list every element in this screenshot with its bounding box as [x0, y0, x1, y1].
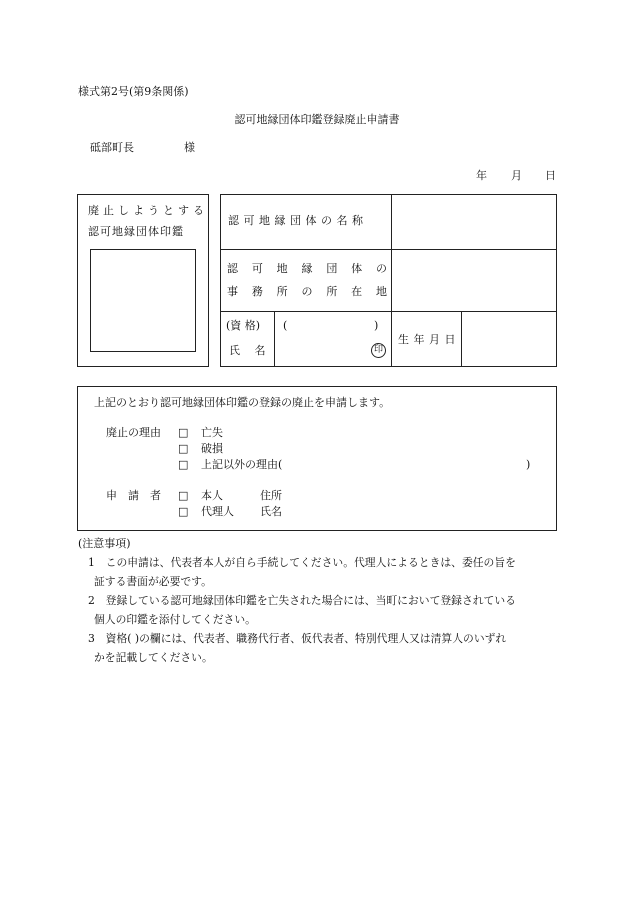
- reason-lost: 亡失: [201, 426, 223, 439]
- representative-name-field[interactable]: [282, 338, 368, 362]
- honorific: 様: [184, 141, 195, 154]
- form-number: 様式第2号(第9条関係): [78, 85, 189, 98]
- applicant-label: 申 請 者: [106, 489, 161, 502]
- applicant-agent: 代理人: [201, 505, 234, 518]
- applicant-address-field[interactable]: [290, 486, 540, 502]
- seal-box-label-2: 認可地縁団体印鑑: [88, 225, 184, 238]
- reason-checkbox-lost[interactable]: □: [178, 426, 189, 439]
- office-address-field[interactable]: [392, 251, 556, 310]
- request-statement: 上記のとおり認可地縁団体印鑑の登録の廃止を申請します。: [94, 396, 391, 409]
- addressee: 砥部町長: [90, 141, 134, 154]
- reason-other-field[interactable]: [290, 455, 520, 471]
- seal-box-label-1: 廃止しようとする: [88, 204, 208, 217]
- applicant-address-label: 住所: [260, 489, 282, 502]
- office-label-line2: 事 務 所 の 所 在 地: [227, 285, 387, 298]
- seal-mark-icon: 印: [371, 343, 386, 358]
- reason-other: 上記以外の理由(: [201, 458, 283, 471]
- qualification-field[interactable]: [290, 316, 370, 336]
- qualification-paren-close: ): [374, 319, 379, 332]
- reason-checkbox-other[interactable]: □: [178, 458, 189, 471]
- org-name-field[interactable]: [392, 196, 556, 248]
- applicant-name-label: 氏名: [260, 505, 282, 518]
- note-item-1: 1 この申請は、代表者本人が自ら手続してください。代理人によるときは、委任の旨を 証する書面が必要です。: [88, 556, 516, 588]
- qualification-paren-open: (: [283, 319, 288, 332]
- applicant-self: 本人: [201, 489, 223, 502]
- note-item-3: 3 資格( )の欄には、代表者、職務代行者、仮代表者、特別代理人又は清算人のいずれ かを記載してください。: [88, 632, 507, 664]
- applicant-name-field[interactable]: [290, 502, 540, 518]
- reason-other-close: ): [526, 458, 531, 471]
- notes-heading: (注意事項): [78, 537, 131, 550]
- reason-damaged: 破損: [201, 442, 223, 455]
- birthdate-field[interactable]: [463, 313, 555, 366]
- birthdate-label: 生 年 月 日: [398, 333, 456, 346]
- date-year: 年: [476, 169, 487, 182]
- office-label-line1: 認 可 地 縁 団 体 の: [227, 262, 387, 275]
- applicant-checkbox-self[interactable]: □: [178, 489, 189, 502]
- date-day: 日: [545, 169, 556, 182]
- seal-registration-box: [77, 194, 209, 367]
- person-name-label: 氏 名: [229, 344, 266, 357]
- org-name-label: 認 可 地 縁 団 体 の 名 称: [228, 214, 364, 227]
- reason-label: 廃止の理由: [106, 426, 161, 439]
- date-month: 月: [511, 169, 522, 182]
- seal-impression-area[interactable]: [90, 249, 196, 352]
- qualification-label: (資 格): [226, 319, 261, 332]
- applicant-checkbox-agent[interactable]: □: [178, 505, 189, 518]
- page-title: 認可地縁団体印鑑登録廃止申請書: [234, 113, 400, 126]
- reason-checkbox-damaged[interactable]: □: [178, 442, 189, 455]
- note-item-2: 2 登録している認可地縁団体印鑑を亡失された場合には、当町において登録されている 個人の印鑑を添付してください。: [88, 594, 516, 626]
